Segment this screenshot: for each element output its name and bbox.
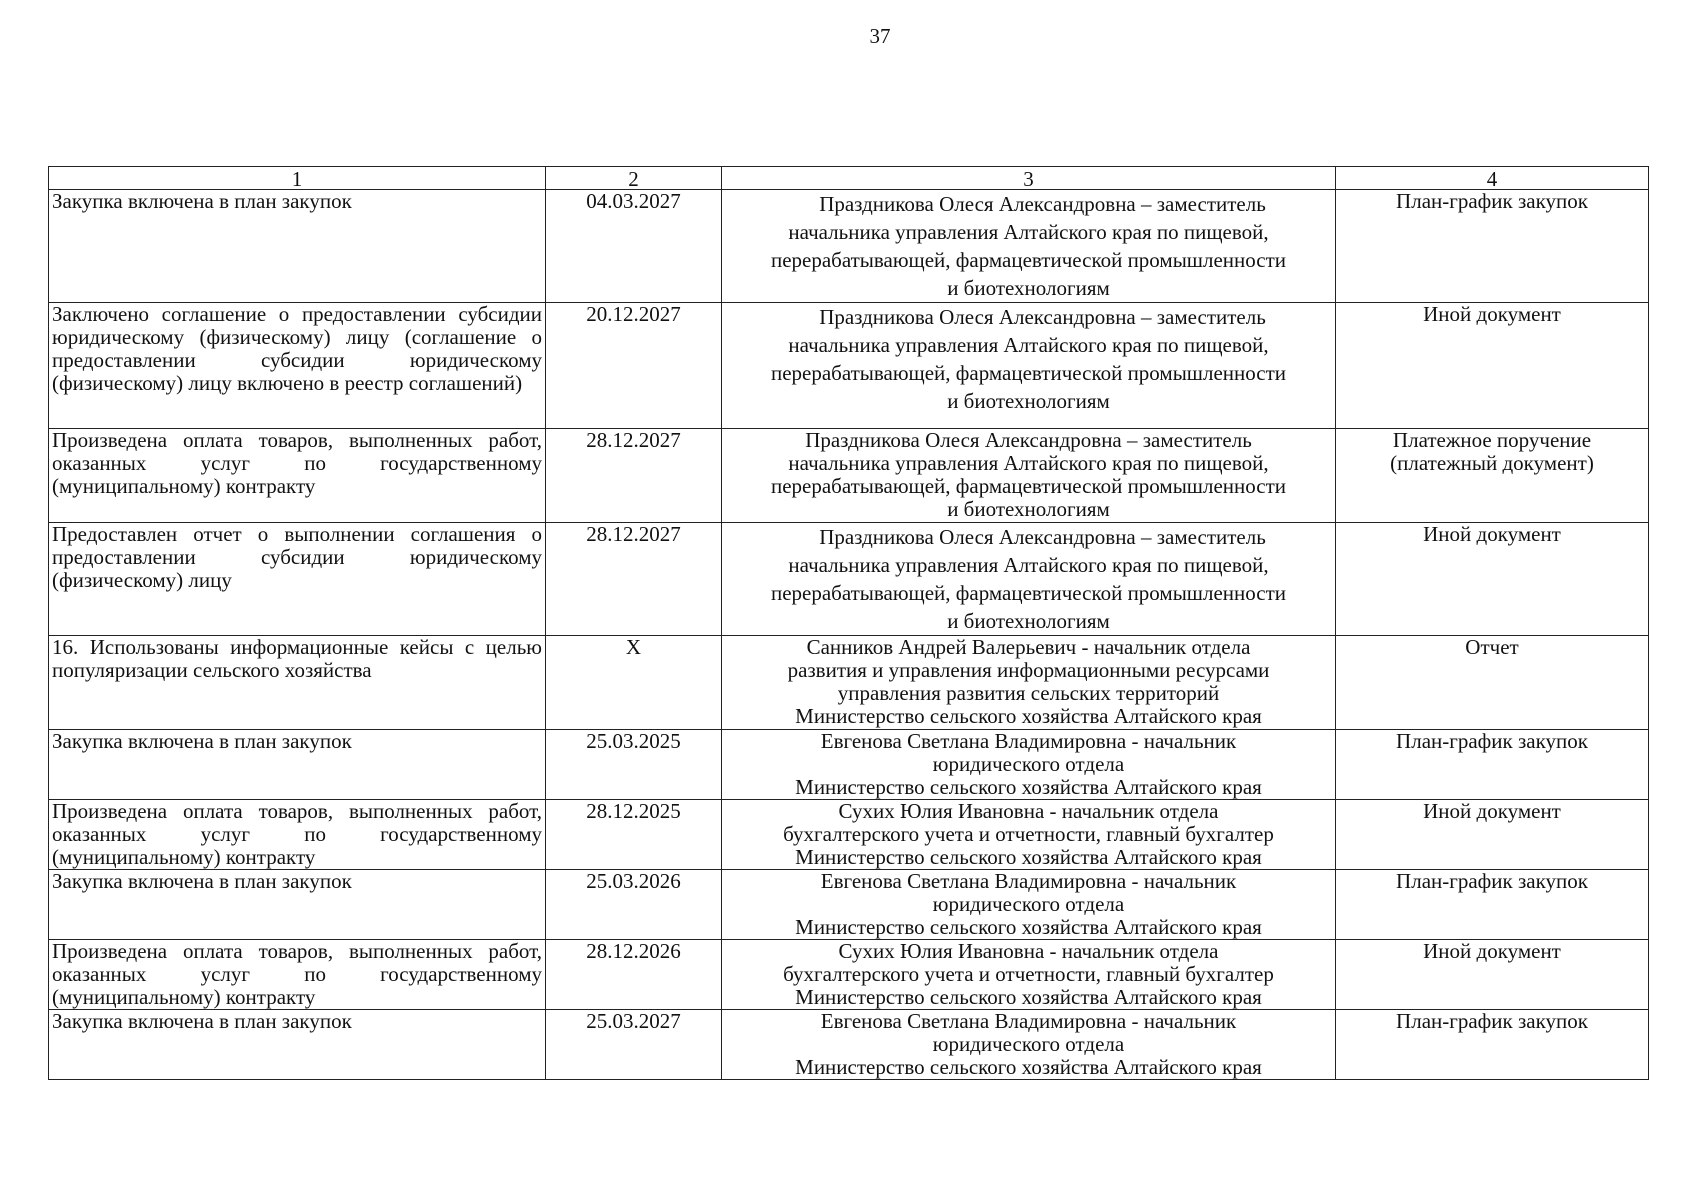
document-cell: Иной документ: [1336, 800, 1649, 870]
schedule-table: [48, 166, 1649, 1080]
responsible-line: и биотехнологиям: [947, 497, 1110, 521]
table-row: [49, 523, 1649, 636]
responsible-line: начальника управления Алтайского края по пищевой,: [788, 553, 1269, 577]
date-cell: 04.03.2027: [546, 190, 722, 303]
document-cell: План-график закупок: [1336, 870, 1649, 940]
responsible-line: юридического отдела: [932, 1032, 1125, 1056]
responsible-line: Министерство сельского хозяйства Алтайского края: [795, 775, 1262, 799]
responsible-line: Евгенова Светлана Владимировна - начальник: [820, 729, 1237, 753]
date-cell: 28.12.2025: [546, 800, 722, 870]
responsible-line: юридического отдела: [932, 892, 1125, 916]
column-header-1: 1: [49, 167, 546, 190]
responsible-cell: [722, 303, 1336, 429]
responsible-line: Праздникова Олеся Александровна – заместитель: [819, 525, 1266, 549]
event-cell: Закупка включена в план закупок: [49, 1010, 546, 1080]
document-cell: План-график закупок: [1336, 190, 1649, 303]
responsible-line: Министерство сельского хозяйства Алтайского края: [795, 1055, 1262, 1079]
responsible-line: Министерство сельского хозяйства Алтайского края: [795, 915, 1262, 939]
column-header-4: 4: [1336, 167, 1649, 190]
date-cell: 20.12.2027: [546, 303, 722, 429]
responsible-line: бухгалтерского учета и отчетности, главный бухгалтер: [783, 822, 1274, 846]
event-cell: Произведена оплата товаров, выполненных работ, оказанных услуг по государственному (муниципальному) контракту: [49, 800, 546, 870]
document-cell: Отчет: [1336, 636, 1649, 730]
date-cell: 25.03.2025: [546, 730, 722, 800]
date-cell: X: [546, 636, 722, 730]
responsible-line: бухгалтерского учета и отчетности, главный бухгалтер: [783, 962, 1274, 986]
responsible-line: Праздникова Олеся Александровна – заместитель: [805, 428, 1252, 452]
event-cell: 16. Использованы информационные кейсы с целью популяризации сельского хозяйства: [49, 636, 546, 730]
table-row: [49, 1010, 1649, 1080]
responsible-line: и биотехнологиям: [947, 276, 1110, 300]
event-cell: Заключено соглашение о предоставлении субсидии юридическому (физическому) лицу (соглашение о предоставлении субсидии юридическому (физическому) лицу включено в реестр соглашений): [49, 303, 546, 429]
table-row: [49, 940, 1649, 1010]
responsible-line: Праздникова Олеся Александровна – заместитель: [819, 305, 1266, 329]
document-cell: Иной документ: [1336, 523, 1649, 636]
responsible-cell: [722, 940, 1336, 1010]
event-cell: Закупка включена в план закупок: [49, 190, 546, 303]
responsible-cell: [722, 429, 1336, 523]
responsible-line: развития и управления информационными ресурсами: [787, 658, 1270, 682]
event-cell: Закупка включена в план закупок: [49, 730, 546, 800]
table-row: [49, 730, 1649, 800]
responsible-line: Евгенова Светлана Владимировна - начальник: [820, 1009, 1237, 1033]
responsible-line: юридического отдела: [932, 752, 1125, 776]
responsible-line: Сухих Юлия Ивановна - начальник отдела: [838, 799, 1219, 823]
document-cell: Платежное поручение (платежный документ): [1336, 429, 1649, 523]
responsible-line: Министерство сельского хозяйства Алтайского края: [795, 985, 1262, 1009]
responsible-line: перерабатывающей, фармацевтической промышленности: [770, 248, 1287, 272]
event-cell: Предоставлен отчет о выполнении соглашения о предоставлении субсидии юридическому (физическому) лицу: [49, 523, 546, 636]
table-row: [49, 636, 1649, 730]
responsible-line: начальника управления Алтайского края по пищевой,: [788, 451, 1269, 475]
responsible-line: Министерство сельского хозяйства Алтайского края: [795, 704, 1262, 728]
date-cell: 25.03.2027: [546, 1010, 722, 1080]
responsible-cell: [722, 1010, 1336, 1080]
event-cell: Закупка включена в план закупок: [49, 870, 546, 940]
responsible-line: Сухих Юлия Ивановна - начальник отдела: [838, 939, 1219, 963]
responsible-line: и биотехнологиям: [947, 389, 1110, 413]
table-row: [49, 303, 1649, 429]
responsible-cell: [722, 730, 1336, 800]
responsible-line: Евгенова Светлана Владимировна - начальник: [820, 869, 1237, 893]
date-cell: 28.12.2026: [546, 940, 722, 1010]
table-row: [49, 429, 1649, 523]
responsible-line: Министерство сельского хозяйства Алтайского края: [795, 845, 1262, 869]
responsible-line: Праздникова Олеся Александровна – заместитель: [819, 192, 1266, 216]
document-cell: План-график закупок: [1336, 730, 1649, 800]
responsible-line: Санников Андрей Валерьевич - начальник отдела: [806, 635, 1251, 659]
responsible-line: начальника управления Алтайского края по пищевой,: [788, 333, 1269, 357]
table-row: [49, 800, 1649, 870]
column-header-3: 3: [722, 167, 1336, 190]
responsible-cell: [722, 523, 1336, 636]
responsible-cell: [722, 870, 1336, 940]
event-cell: Произведена оплата товаров, выполненных работ, оказанных услуг по государственному (муниципальному) контракту: [49, 940, 546, 1010]
event-cell: Произведена оплата товаров, выполненных работ, оказанных услуг по государственному (муниципальному) контракту: [49, 429, 546, 523]
responsible-line: и биотехнологиям: [947, 609, 1110, 633]
date-cell: 28.12.2027: [546, 523, 722, 636]
header-row: [49, 167, 1649, 190]
document-cell: Иной документ: [1336, 940, 1649, 1010]
document-cell: Иной документ: [1336, 303, 1649, 429]
responsible-cell: [722, 800, 1336, 870]
responsible-cell: [722, 190, 1336, 303]
responsible-line: начальника управления Алтайского края по пищевой,: [788, 220, 1269, 244]
date-cell: 28.12.2027: [546, 429, 722, 523]
responsible-cell: [722, 636, 1336, 730]
document-cell: План-график закупок: [1336, 1010, 1649, 1080]
responsible-line: перерабатывающей, фармацевтической промышленности: [770, 581, 1287, 605]
table-row: [49, 870, 1649, 940]
table-row: [49, 190, 1649, 303]
column-header-2: 2: [546, 167, 722, 190]
page-number: 37: [869, 24, 891, 48]
responsible-line: управления развития сельских территорий: [837, 681, 1220, 705]
date-cell: 25.03.2026: [546, 870, 722, 940]
responsible-line: перерабатывающей, фармацевтической промышленности: [770, 474, 1287, 498]
responsible-line: перерабатывающей, фармацевтической промышленности: [770, 361, 1287, 385]
